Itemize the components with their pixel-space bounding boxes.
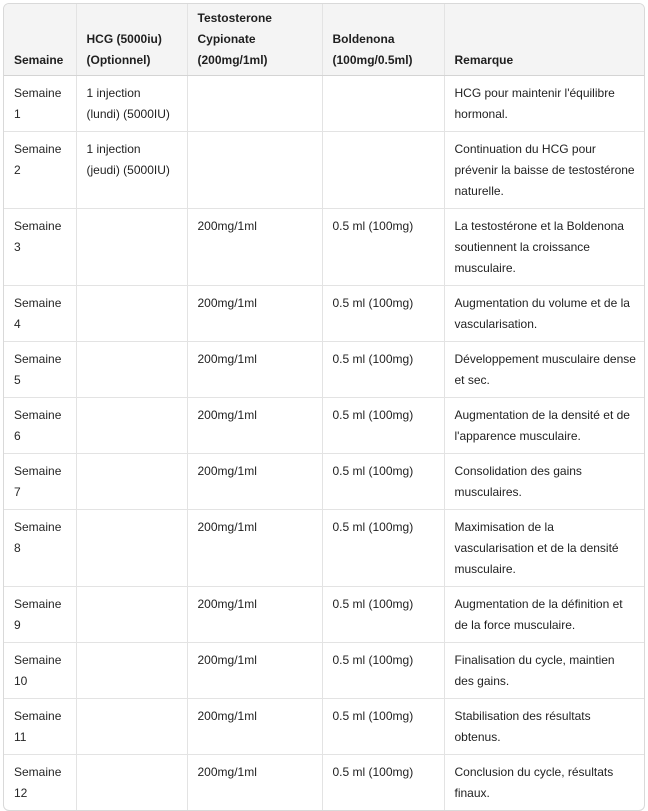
cell-boldenona: 0.5 ml (100mg) (322, 286, 444, 342)
cell-semaine: Semaine 10 (4, 643, 76, 699)
cell-boldenona (322, 132, 444, 209)
cell-boldenona: 0.5 ml (100mg) (322, 510, 444, 587)
cell-hcg (76, 209, 187, 286)
cell-remarque: Consolidation des gains musculaires. (444, 454, 645, 510)
cell-boldenona: 0.5 ml (100mg) (322, 699, 444, 755)
cell-hcg (76, 755, 187, 811)
cell-testosterone (187, 76, 322, 132)
cell-hcg (76, 643, 187, 699)
cycle-table-container (3, 3, 645, 811)
cell-semaine: Semaine 6 (4, 398, 76, 454)
cell-semaine: Semaine 5 (4, 342, 76, 398)
table-row (4, 286, 645, 342)
cell-semaine: Semaine 12 (4, 755, 76, 811)
table-row (4, 342, 645, 398)
cell-boldenona: 0.5 ml (100mg) (322, 587, 444, 643)
cell-testosterone: 200mg/1ml (187, 286, 322, 342)
cell-remarque: Finalisation du cycle, maintien des gains. (444, 643, 645, 699)
cell-boldenona: 0.5 ml (100mg) (322, 209, 444, 286)
cell-remarque: HCG pour maintenir l'équilibre hormonal. (444, 76, 645, 132)
cell-semaine: Semaine 7 (4, 454, 76, 510)
cell-testosterone: 200mg/1ml (187, 209, 322, 286)
table-row (4, 643, 645, 699)
cell-boldenona: 0.5 ml (100mg) (322, 398, 444, 454)
cell-boldenona: 0.5 ml (100mg) (322, 643, 444, 699)
cell-remarque: Conclusion du cycle, résultats finaux. (454, 765, 614, 800)
header-boldenona: Boldenona (100mg/0.5ml) (322, 4, 444, 76)
table-row (4, 209, 645, 286)
table-row (4, 398, 645, 454)
cell-hcg: 1 injection (jeudi) (5000IU) (76, 132, 187, 209)
cell-testosterone (187, 132, 322, 209)
header-remarque: Remarque (444, 4, 645, 76)
cell-remarque: Stabilisation des résultats obtenus. (444, 699, 645, 755)
cell-semaine: Semaine 11 (4, 699, 76, 755)
cell-hcg (76, 510, 187, 587)
cell-remarque: Développement musculaire dense et sec. (444, 342, 645, 398)
cell-hcg (76, 587, 187, 643)
cell-testosterone: 200mg/1ml (187, 755, 322, 811)
table-row (4, 454, 645, 510)
table-row (4, 587, 645, 643)
cell-semaine: Semaine 2 (4, 132, 76, 209)
cell-testosterone: 200mg/1ml (187, 342, 322, 398)
cycle-table (4, 4, 645, 810)
cell-semaine: Semaine 8 (4, 510, 76, 587)
cell-remarque: Continuation du HCG pour prévenir la baisse de testostérone naturelle. (444, 132, 645, 209)
cell-testosterone: 200mg/1ml (187, 643, 322, 699)
table-row (4, 132, 645, 209)
table-row (4, 76, 645, 132)
cell-remarque: Maximisation de la vascularisation et de la densité musculaire. (444, 510, 645, 587)
cell-hcg (76, 342, 187, 398)
table-row (4, 699, 645, 755)
cell-hcg (76, 454, 187, 510)
cell-testosterone: 200mg/1ml (187, 510, 322, 587)
cell-boldenona (322, 76, 444, 132)
header-semaine: Semaine (4, 4, 76, 76)
cell-semaine: Semaine 3 (4, 209, 76, 286)
table-body (4, 76, 645, 811)
cell-semaine: Semaine 4 (4, 286, 76, 342)
cell-testosterone: 200mg/1ml (187, 699, 322, 755)
cell-boldenona: 0.5 ml (100mg) (322, 755, 444, 811)
header-row (4, 4, 645, 76)
cell-testosterone: 200mg/1ml (187, 587, 322, 643)
cell-remarque: Augmentation du volume et de la vascularisation. (444, 286, 645, 342)
cell-hcg (76, 286, 187, 342)
header-testosterone: Testosterone Cypionate (200mg/1ml) (187, 4, 322, 76)
cell-hcg (76, 398, 187, 454)
cell-testosterone: 200mg/1ml (187, 398, 322, 454)
cell-hcg (76, 699, 187, 755)
cell-semaine: Semaine 9 (4, 587, 76, 643)
cell-boldenona: 0.5 ml (100mg) (322, 454, 444, 510)
cell-hcg: 1 injection (lundi) (5000IU) (76, 76, 187, 132)
table-row (4, 510, 645, 587)
table-header (4, 4, 645, 76)
cell-testosterone: 200mg/1ml (187, 454, 322, 510)
cell-remarque: Augmentation de la densité et de l'apparence musculaire. (444, 398, 645, 454)
header-hcg: HCG (5000iu) (Optionnel) (76, 4, 187, 76)
cell-remarque: Augmentation de la définition et de la force musculaire. (444, 587, 645, 643)
table-row (4, 755, 645, 811)
cell-boldenona: 0.5 ml (100mg) (322, 342, 444, 398)
cell-semaine: Semaine 1 (4, 76, 76, 132)
cell-remarque: La testostérone et la Boldenona soutiennent la croissance musculaire. (444, 209, 645, 286)
